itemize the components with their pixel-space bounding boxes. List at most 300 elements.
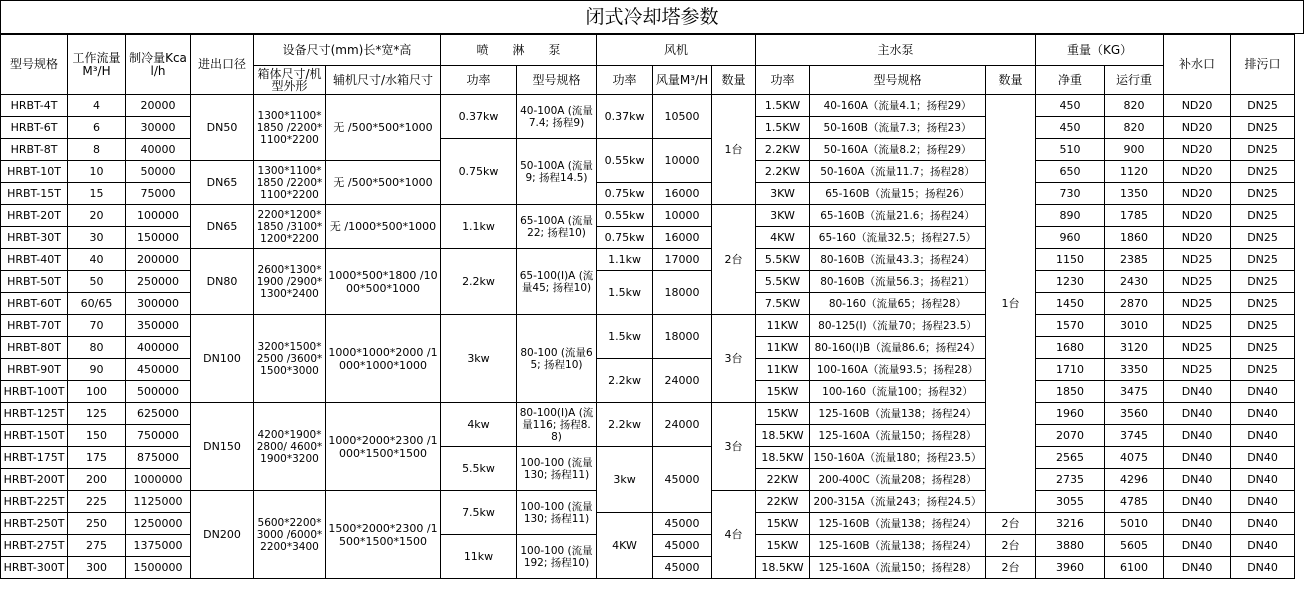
dim-aux-cell: 无 /1000*500*1000 [326,205,441,249]
fan-qty-cell: 1台 [712,95,756,205]
fan-power-cell: 1.1kw [597,249,653,271]
fan-air-cell: 18000 [653,271,712,315]
weight-run-cell: 2385 [1105,249,1164,271]
fan-power-cell: 2.2kw [597,403,653,447]
model-cell: HRBT-200T [1,469,68,491]
weight-run-cell: 3475 [1105,381,1164,403]
port-cell: DN50 [191,95,254,161]
weight-run-cell: 1860 [1105,227,1164,249]
cooling-cell: 300000 [126,293,191,315]
weight-net-cell: 1960 [1036,403,1105,425]
pump-power-cell: 5.5KW [756,249,810,271]
port-cell: DN150 [191,403,254,491]
inlet-cell: DN40 [1164,535,1231,557]
spray-power-cell: 0.37kw [441,95,517,139]
header-spray-model: 型号规格 [517,66,597,95]
flow-cell: 40 [68,249,126,271]
pump-power-cell: 22KW [756,469,810,491]
drain-cell: DN25 [1231,227,1295,249]
pump-model-cell: 50-160A（流量11.7；扬程28） [810,161,986,183]
pump-power-cell: 7.5KW [756,293,810,315]
drain-cell: DN25 [1231,337,1295,359]
pump-power-cell: 15KW [756,535,810,557]
pump-model-cell: 50-160B（流量7.3；扬程23） [810,117,986,139]
drain-cell: DN25 [1231,271,1295,293]
header-fan-qty: 数量 [712,66,756,95]
flow-cell: 225 [68,491,126,513]
model-cell: HRBT-300T [1,557,68,579]
weight-net-cell: 650 [1036,161,1105,183]
fan-power-cell: 3kw [597,447,653,513]
pump-model-cell: 80-160（流量65；扬程28） [810,293,986,315]
cooling-cell: 1125000 [126,491,191,513]
spray-model-cell: 50-100A (流量9; 扬程14.5) [517,139,597,205]
header-spray-power: 功率 [441,66,517,95]
fan-qty-cell: 3台 [712,403,756,491]
flow-cell: 10 [68,161,126,183]
pump-model-cell: 150-160A（流量180；扬程23.5） [810,447,986,469]
weight-net-cell: 960 [1036,227,1105,249]
inlet-cell: ND25 [1164,293,1231,315]
model-cell: HRBT-100T [1,381,68,403]
flow-cell: 300 [68,557,126,579]
header-flow: 工作流量M³/H [68,35,126,95]
header-dimension: 设备尺寸(mm)长*宽*高 [254,35,441,66]
header-weight-net: 净重 [1036,66,1105,95]
header-port: 进出口径 [191,35,254,95]
pump-qty-cell: 1台 [986,95,1036,513]
dim-aux-cell: 无 /500*500*1000 [326,95,441,161]
spray-power-cell: 3kw [441,315,517,403]
pump-power-cell: 3KW [756,205,810,227]
header-cooling: 制冷量Kcal/h [126,35,191,95]
flow-cell: 175 [68,447,126,469]
model-cell: HRBT-175T [1,447,68,469]
model-cell: HRBT-275T [1,535,68,557]
fan-air-cell: 45000 [653,535,712,557]
weight-net-cell: 1850 [1036,381,1105,403]
pump-power-cell: 2.2KW [756,161,810,183]
cooling-cell: 100000 [126,205,191,227]
spray-power-cell: 5.5kw [441,447,517,491]
header-spray: 喷 淋 泵 [441,35,597,66]
cooling-cell: 40000 [126,139,191,161]
fan-power-cell: 0.37kw [597,95,653,139]
cooling-cell: 20000 [126,95,191,117]
weight-run-cell: 3350 [1105,359,1164,381]
pump-power-cell: 15KW [756,513,810,535]
fan-air-cell: 24000 [653,359,712,403]
fan-qty-cell: 2台 [712,205,756,315]
flow-cell: 150 [68,425,126,447]
drain-cell: DN25 [1231,95,1295,117]
cooling-cell: 75000 [126,183,191,205]
weight-net-cell: 2070 [1036,425,1105,447]
dim-box-cell: 1300*1100*1850 /2200*1100*2200 [254,95,326,161]
drain-cell: DN25 [1231,315,1295,337]
fan-air-cell: 45000 [653,513,712,535]
weight-run-cell: 2430 [1105,271,1164,293]
fan-air-cell: 10000 [653,205,712,227]
pump-qty-cell: 2台 [986,513,1036,535]
inlet-cell: DN40 [1164,425,1231,447]
header-fan: 风机 [597,35,756,66]
weight-net-cell: 450 [1036,95,1105,117]
weight-run-cell: 3120 [1105,337,1164,359]
drain-cell: DN25 [1231,249,1295,271]
weight-run-cell: 3560 [1105,403,1164,425]
pump-qty-cell: 2台 [986,535,1036,557]
pump-model-cell: 65-160B（流量15；扬程26） [810,183,986,205]
weight-run-cell: 6100 [1105,557,1164,579]
fan-air-cell: 24000 [653,403,712,447]
inlet-cell: DN40 [1164,381,1231,403]
flow-cell: 70 [68,315,126,337]
drain-cell: DN25 [1231,359,1295,381]
pump-power-cell: 15KW [756,381,810,403]
spray-model-cell: 100-100 (流量130; 扬程11) [517,491,597,535]
model-cell: HRBT-30T [1,227,68,249]
fan-air-cell: 10000 [653,139,712,183]
pump-qty-cell: 2台 [986,557,1036,579]
fan-air-cell: 45000 [653,557,712,579]
inlet-cell: DN40 [1164,491,1231,513]
header-dim-box: 箱体尺寸/机型外形 [254,66,326,95]
model-cell: HRBT-70T [1,315,68,337]
flow-cell: 4 [68,95,126,117]
inlet-cell: ND25 [1164,359,1231,381]
weight-net-cell: 1150 [1036,249,1105,271]
header-pump-power: 功率 [756,66,810,95]
fan-power-cell: 0.75kw [597,227,653,249]
table-row [1,205,1295,227]
weight-run-cell: 2870 [1105,293,1164,315]
drain-cell: DN40 [1231,535,1295,557]
dim-box-cell: 3200*1500*2500 /3600*1500*3000 [254,315,326,403]
weight-net-cell: 450 [1036,117,1105,139]
header-weight-run: 运行重 [1105,66,1164,95]
drain-cell: DN25 [1231,205,1295,227]
inlet-cell: DN40 [1164,557,1231,579]
drain-cell: DN25 [1231,117,1295,139]
weight-run-cell: 5605 [1105,535,1164,557]
spray-power-cell: 2.2kw [441,249,517,315]
model-cell: HRBT-8T [1,139,68,161]
weight-net-cell: 3216 [1036,513,1105,535]
pump-model-cell: 65-160B（流量21.6；扬程24） [810,205,986,227]
dim-box-cell: 2600*1300*1900 /2900*1300*2400 [254,249,326,315]
page-title: 闭式冷却塔参数 [0,0,1304,34]
weight-run-cell: 4785 [1105,491,1164,513]
dim-box-cell: 2200*1200*1850 /3100*1200*2200 [254,205,326,249]
flow-cell: 60/65 [68,293,126,315]
weight-net-cell: 1680 [1036,337,1105,359]
flow-cell: 250 [68,513,126,535]
flow-cell: 8 [68,139,126,161]
cooling-cell: 50000 [126,161,191,183]
cooling-cell: 500000 [126,381,191,403]
cooling-cell: 450000 [126,359,191,381]
cooling-cell: 1000000 [126,469,191,491]
pump-model-cell: 100-160（流量100；扬程32） [810,381,986,403]
spec-table [0,34,1295,579]
model-cell: HRBT-50T [1,271,68,293]
pump-model-cell: 100-160A（流量93.5；扬程28） [810,359,986,381]
inlet-cell: DN40 [1164,469,1231,491]
fan-power-cell: 0.55kw [597,205,653,227]
pump-model-cell: 125-160B（流量138；扬程24） [810,535,986,557]
pump-power-cell: 18.5KW [756,447,810,469]
pump-power-cell: 18.5KW [756,425,810,447]
pump-model-cell: 65-160（流量32.5；扬程27.5） [810,227,986,249]
pump-model-cell: 125-160A（流量150；扬程28） [810,557,986,579]
drain-cell: DN25 [1231,161,1295,183]
spray-power-cell: 0.75kw [441,139,517,205]
table-row [1,403,1295,425]
flow-cell: 200 [68,469,126,491]
pump-power-cell: 4KW [756,227,810,249]
inlet-cell: ND20 [1164,95,1231,117]
cooling-cell: 750000 [126,425,191,447]
weight-net-cell: 1230 [1036,271,1105,293]
flow-cell: 50 [68,271,126,293]
dim-aux-cell: 1500*2000*2300 /1500*1500*1500 [326,491,441,579]
header-row-1 [1,35,1295,66]
fan-power-cell: 0.55kw [597,139,653,183]
cooling-cell: 875000 [126,447,191,469]
spray-model-cell: 80-100 (流量65; 扬程10) [517,315,597,403]
pump-model-cell: 40-160A（流量4.1；扬程29） [810,95,986,117]
model-cell: HRBT-225T [1,491,68,513]
pump-model-cell: 200-400C（流量208；扬程28） [810,469,986,491]
drain-cell: DN40 [1231,447,1295,469]
weight-run-cell: 4296 [1105,469,1164,491]
pump-model-cell: 50-160A（流量8.2；扬程29） [810,139,986,161]
inlet-cell: DN40 [1164,447,1231,469]
model-cell: HRBT-15T [1,183,68,205]
inlet-cell: ND25 [1164,337,1231,359]
cooling-cell: 150000 [126,227,191,249]
port-cell: DN100 [191,315,254,403]
model-cell: HRBT-10T [1,161,68,183]
spray-power-cell: 1.1kw [441,205,517,249]
drain-cell: DN25 [1231,293,1295,315]
model-cell: HRBT-6T [1,117,68,139]
cooling-cell: 1500000 [126,557,191,579]
weight-run-cell: 3745 [1105,425,1164,447]
weight-net-cell: 1710 [1036,359,1105,381]
flow-cell: 15 [68,183,126,205]
model-cell: HRBT-80T [1,337,68,359]
cooling-cell: 1375000 [126,535,191,557]
inlet-cell: DN40 [1164,513,1231,535]
drain-cell: DN40 [1231,491,1295,513]
weight-net-cell: 3880 [1036,535,1105,557]
pump-power-cell: 3KW [756,183,810,205]
weight-run-cell: 1785 [1105,205,1164,227]
pump-model-cell: 200-315A（流量243；扬程24.5） [810,491,986,513]
drain-cell: DN40 [1231,403,1295,425]
spray-power-cell: 7.5kw [441,491,517,535]
fan-power-cell: 2.2kw [597,359,653,403]
flow-cell: 30 [68,227,126,249]
fan-air-cell: 17000 [653,249,712,271]
cooling-cell: 625000 [126,403,191,425]
dim-box-cell: 5600*2200*3000 /6000*2200*3400 [254,491,326,579]
drain-cell: DN40 [1231,557,1295,579]
table-row [1,249,1295,271]
flow-cell: 20 [68,205,126,227]
weight-run-cell: 4075 [1105,447,1164,469]
dim-aux-cell: 无 /500*500*1000 [326,161,441,205]
pump-model-cell: 80-125(I)（流量70；扬程23.5） [810,315,986,337]
weight-run-cell: 1350 [1105,183,1164,205]
fan-air-cell: 18000 [653,315,712,359]
weight-net-cell: 1570 [1036,315,1105,337]
pump-power-cell: 2.2KW [756,139,810,161]
pump-power-cell: 22KW [756,491,810,513]
inlet-cell: ND20 [1164,183,1231,205]
weight-net-cell: 2735 [1036,469,1105,491]
pump-model-cell: 125-160B（流量138；扬程24） [810,403,986,425]
fan-power-cell: 0.75kw [597,183,653,205]
dim-box-cell: 1300*1100*1850 /2200*1100*2200 [254,161,326,205]
fan-air-cell: 16000 [653,227,712,249]
spray-model-cell: 80-100(I)A (流量116; 扬程8.8) [517,403,597,447]
model-cell: HRBT-20T [1,205,68,227]
table-row [1,95,1295,117]
model-cell: HRBT-250T [1,513,68,535]
fan-air-cell: 10500 [653,95,712,139]
cooling-cell: 200000 [126,249,191,271]
header-fan-power: 功率 [597,66,653,95]
cooling-cell: 400000 [126,337,191,359]
pump-model-cell: 80-160B（流量43.3；扬程24） [810,249,986,271]
header-pump: 主水泵 [756,35,1036,66]
drain-cell: DN40 [1231,425,1295,447]
flow-cell: 125 [68,403,126,425]
pump-power-cell: 11KW [756,359,810,381]
model-cell: HRBT-60T [1,293,68,315]
fan-qty-cell: 3台 [712,315,756,403]
header-inlet: 补水口 [1164,35,1231,95]
fan-power-cell: 1.5kw [597,315,653,359]
weight-run-cell: 5010 [1105,513,1164,535]
weight-net-cell: 3960 [1036,557,1105,579]
flow-cell: 90 [68,359,126,381]
inlet-cell: DN40 [1164,403,1231,425]
inlet-cell: ND20 [1164,227,1231,249]
weight-net-cell: 1450 [1036,293,1105,315]
inlet-cell: ND25 [1164,249,1231,271]
cooling-cell: 250000 [126,271,191,293]
spray-power-cell: 11kw [441,535,517,579]
flow-cell: 275 [68,535,126,557]
spray-model-cell: 65-100A (流量22; 扬程10) [517,205,597,249]
spray-model-cell: 100-100 (流量192; 扬程10) [517,535,597,579]
fan-air-cell: 45000 [653,447,712,513]
inlet-cell: ND25 [1164,315,1231,337]
dim-aux-cell: 1000*1000*2000 /1000*1000*1000 [326,315,441,403]
flow-cell: 80 [68,337,126,359]
flow-cell: 6 [68,117,126,139]
drain-cell: DN25 [1231,139,1295,161]
spray-model-cell: 65-100(I)A (流量45; 扬程10) [517,249,597,315]
pump-power-cell: 15KW [756,403,810,425]
drain-cell: DN40 [1231,513,1295,535]
port-cell: DN65 [191,161,254,205]
model-cell: HRBT-40T [1,249,68,271]
spray-model-cell: 100-100 (流量130; 扬程11) [517,447,597,491]
pump-model-cell: 80-160(I)B（流量86.6；扬程24） [810,337,986,359]
weight-net-cell: 730 [1036,183,1105,205]
table-row [1,315,1295,337]
weight-net-cell: 890 [1036,205,1105,227]
pump-model-cell: 80-160B（流量56.3；扬程21） [810,271,986,293]
fan-power-cell: 4KW [597,513,653,579]
cooling-cell: 1250000 [126,513,191,535]
model-cell: HRBT-125T [1,403,68,425]
pump-power-cell: 11KW [756,315,810,337]
header-fan-air: 风量M³/H [653,66,712,95]
weight-run-cell: 3010 [1105,315,1164,337]
pump-power-cell: 18.5KW [756,557,810,579]
spray-power-cell: 4kw [441,403,517,447]
inlet-cell: ND25 [1164,271,1231,293]
flow-cell: 100 [68,381,126,403]
inlet-cell: ND20 [1164,205,1231,227]
header-model: 型号规格 [1,35,68,95]
header-dim-aux: 辅机尺寸/水箱尺寸 [326,66,441,95]
weight-run-cell: 900 [1105,139,1164,161]
model-cell: HRBT-4T [1,95,68,117]
spray-model-cell: 40-100A (流量7.4; 扬程9) [517,95,597,139]
inlet-cell: ND20 [1164,139,1231,161]
pump-power-cell: 5.5KW [756,271,810,293]
cooling-cell: 30000 [126,117,191,139]
pump-power-cell: 1.5KW [756,117,810,139]
header-drain: 排污口 [1231,35,1295,95]
weight-run-cell: 820 [1105,117,1164,139]
pump-model-cell: 125-160B（流量138；扬程24） [810,513,986,535]
inlet-cell: ND20 [1164,117,1231,139]
weight-net-cell: 2565 [1036,447,1105,469]
model-cell: HRBT-150T [1,425,68,447]
cooling-cell: 350000 [126,315,191,337]
header-weight: 重量（KG） [1036,35,1164,66]
fan-air-cell: 16000 [653,183,712,205]
inlet-cell: ND20 [1164,161,1231,183]
port-cell: DN200 [191,491,254,579]
port-cell: DN80 [191,249,254,315]
weight-net-cell: 3055 [1036,491,1105,513]
dim-box-cell: 4200*1900*2800/ 4600*1900*3200 [254,403,326,491]
fan-qty-cell: 4台 [712,491,756,579]
weight-net-cell: 510 [1036,139,1105,161]
port-cell: DN65 [191,205,254,249]
dim-aux-cell: 1000*2000*2300 /1000*1500*1500 [326,403,441,491]
pump-power-cell: 1.5KW [756,95,810,117]
weight-run-cell: 820 [1105,95,1164,117]
pump-power-cell: 11KW [756,337,810,359]
drain-cell: DN40 [1231,469,1295,491]
pump-model-cell: 125-160A（流量150；扬程28） [810,425,986,447]
drain-cell: DN25 [1231,183,1295,205]
fan-power-cell: 1.5kw [597,271,653,315]
model-cell: HRBT-90T [1,359,68,381]
dim-aux-cell: 1000*500*1800 /1000*500*1000 [326,249,441,315]
header-pump-model: 型号规格 [810,66,986,95]
